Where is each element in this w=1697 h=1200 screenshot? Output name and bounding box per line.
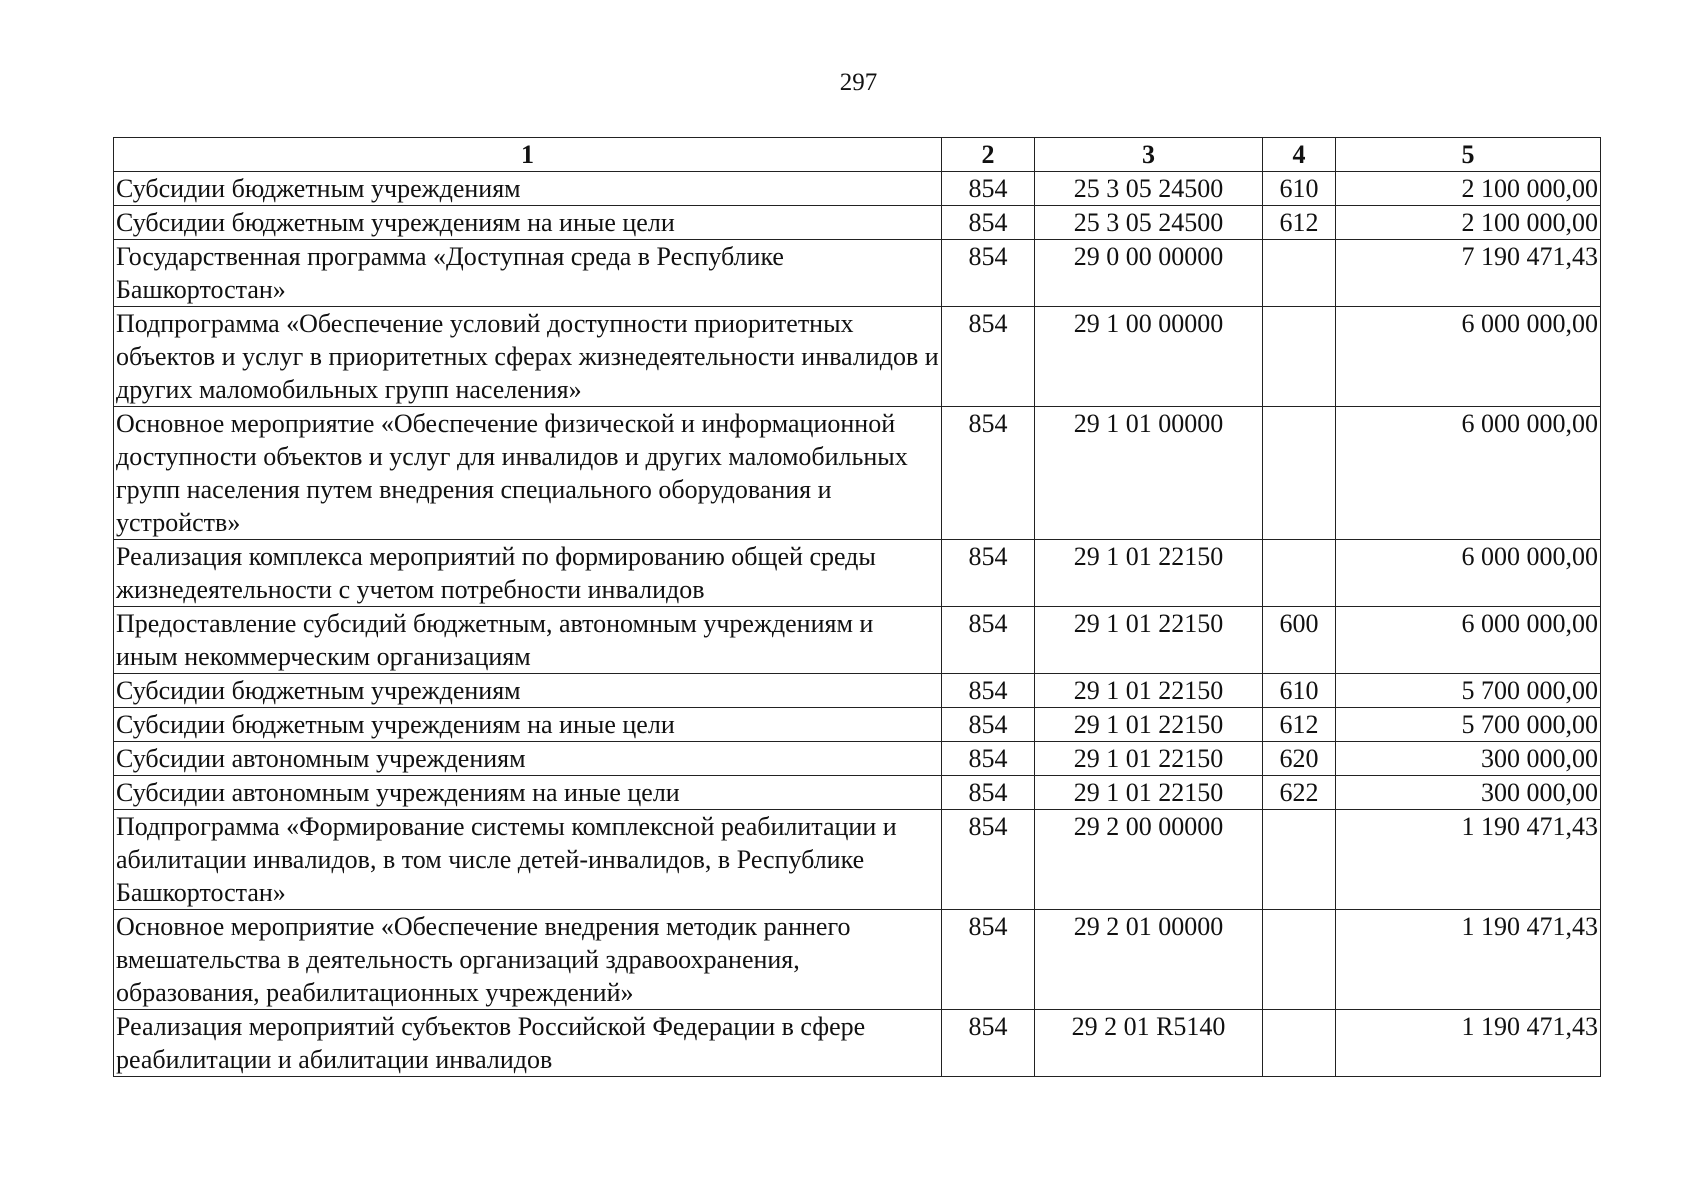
row-amount: 2 100 000,00 xyxy=(1336,172,1601,206)
row-code-4: 610 xyxy=(1263,172,1336,206)
row-code-3: 25 3 05 24500 xyxy=(1035,206,1263,240)
row-amount: 300 000,00 xyxy=(1336,776,1601,810)
row-amount: 6 000 000,00 xyxy=(1336,607,1601,674)
row-code-2: 854 xyxy=(942,240,1035,307)
row-code-2: 854 xyxy=(942,206,1035,240)
row-code-4 xyxy=(1263,540,1336,607)
row-code-2: 854 xyxy=(942,607,1035,674)
row-code-3: 29 1 01 22150 xyxy=(1035,674,1263,708)
row-code-2: 854 xyxy=(942,172,1035,206)
table-row xyxy=(114,776,1601,810)
row-name: Субсидии автономным учреждениям xyxy=(114,742,942,776)
row-code-4: 612 xyxy=(1263,206,1336,240)
row-amount: 5 700 000,00 xyxy=(1336,674,1601,708)
row-name: Предоставление субсидий бюджетным, автономным учреждениям и иным некоммерческим организациям xyxy=(114,607,942,674)
row-code-3: 29 1 01 22150 xyxy=(1035,540,1263,607)
row-name: Реализация комплекса мероприятий по формированию общей среды жизнедеятельности с учетом потребности инвалидов xyxy=(114,540,942,607)
table-row xyxy=(114,742,1601,776)
row-code-3: 29 1 01 00000 xyxy=(1035,407,1263,540)
row-name: Государственная программа «Доступная среда в Республике Башкортостан» xyxy=(114,240,942,307)
row-code-3: 29 2 01 00000 xyxy=(1035,910,1263,1010)
row-code-3: 29 1 01 22150 xyxy=(1035,776,1263,810)
row-amount: 300 000,00 xyxy=(1336,742,1601,776)
table-row xyxy=(114,172,1601,206)
row-name: Подпрограмма «Формирование системы комплексной реабилитации и абилитации инвалидов, в том числе детей-инвалидов, в Республике Башкортостан» xyxy=(114,810,942,910)
budget-table xyxy=(113,137,1601,1077)
table-row xyxy=(114,1010,1601,1077)
row-amount: 1 190 471,43 xyxy=(1336,1010,1601,1077)
row-code-2: 854 xyxy=(942,307,1035,407)
row-code-2: 854 xyxy=(942,407,1035,540)
row-amount: 5 700 000,00 xyxy=(1336,708,1601,742)
table-row xyxy=(114,910,1601,1010)
table-row xyxy=(114,540,1601,607)
row-code-3: 29 1 00 00000 xyxy=(1035,307,1263,407)
row-name: Субсидии автономным учреждениям на иные цели xyxy=(114,776,942,810)
row-code-3: 29 0 00 00000 xyxy=(1035,240,1263,307)
table-row xyxy=(114,708,1601,742)
row-code-2: 854 xyxy=(942,810,1035,910)
row-code-3: 29 2 00 00000 xyxy=(1035,810,1263,910)
row-code-4: 620 xyxy=(1263,742,1336,776)
table-row xyxy=(114,607,1601,674)
row-code-3: 29 1 01 22150 xyxy=(1035,607,1263,674)
row-name: Субсидии бюджетным учреждениям xyxy=(114,172,942,206)
row-name: Подпрограмма «Обеспечение условий доступности приоритетных объектов и услуг в приоритетных сферах жизнедеятельности инвалидов и других маломобильных групп населения» xyxy=(114,307,942,407)
column-header-4: 4 xyxy=(1263,138,1336,172)
table-row xyxy=(114,810,1601,910)
row-name: Реализация мероприятий субъектов Российской Федерации в сфере реабилитации и абилитации инвалидов xyxy=(114,1010,942,1077)
row-code-2: 854 xyxy=(942,708,1035,742)
row-code-2: 854 xyxy=(942,910,1035,1010)
row-amount: 1 190 471,43 xyxy=(1336,910,1601,1010)
page-number: 297 xyxy=(839,69,878,96)
table-row xyxy=(114,674,1601,708)
row-name: Основное мероприятие «Обеспечение физической и информационной доступности объектов и услуг для инвалидов и других маломобильных групп населения путем внедрения специального оборудования и устройств» xyxy=(114,407,942,540)
table-row xyxy=(114,206,1601,240)
row-code-2: 854 xyxy=(942,540,1035,607)
row-code-2: 854 xyxy=(942,674,1035,708)
row-code-2: 854 xyxy=(942,776,1035,810)
table-body xyxy=(114,172,1601,1077)
row-amount: 7 190 471,43 xyxy=(1336,240,1601,307)
row-amount: 6 000 000,00 xyxy=(1336,407,1601,540)
row-name: Субсидии бюджетным учреждениям на иные цели xyxy=(114,206,942,240)
row-code-4: 610 xyxy=(1263,674,1336,708)
table-row xyxy=(114,240,1601,307)
row-code-2: 854 xyxy=(942,1010,1035,1077)
column-header-2: 2 xyxy=(942,138,1035,172)
row-code-4 xyxy=(1263,910,1336,1010)
row-code-4: 600 xyxy=(1263,607,1336,674)
row-amount: 6 000 000,00 xyxy=(1336,540,1601,607)
table-row xyxy=(114,307,1601,407)
row-code-3: 25 3 05 24500 xyxy=(1035,172,1263,206)
row-name: Субсидии бюджетным учреждениям xyxy=(114,674,942,708)
row-code-4 xyxy=(1263,1010,1336,1077)
row-code-3: 29 1 01 22150 xyxy=(1035,742,1263,776)
row-amount: 1 190 471,43 xyxy=(1336,810,1601,910)
table-row xyxy=(114,407,1601,540)
row-code-4 xyxy=(1263,810,1336,910)
row-code-4 xyxy=(1263,407,1336,540)
column-header-1: 1 xyxy=(114,138,942,172)
row-code-4 xyxy=(1263,307,1336,407)
column-header-5: 5 xyxy=(1336,138,1601,172)
column-header-3: 3 xyxy=(1035,138,1263,172)
row-code-4: 622 xyxy=(1263,776,1336,810)
row-name: Основное мероприятие «Обеспечение внедрения методик раннего вмешательства в деятельность организаций здравоохранения, образования, реабилитационных учреждений» xyxy=(114,910,942,1010)
row-code-2: 854 xyxy=(942,742,1035,776)
row-code-4 xyxy=(1263,240,1336,307)
row-name: Субсидии бюджетным учреждениям на иные цели xyxy=(114,708,942,742)
row-code-4: 612 xyxy=(1263,708,1336,742)
row-amount: 6 000 000,00 xyxy=(1336,307,1601,407)
row-code-3: 29 1 01 22150 xyxy=(1035,708,1263,742)
row-amount: 2 100 000,00 xyxy=(1336,206,1601,240)
row-code-3: 29 2 01 R5140 xyxy=(1035,1010,1263,1077)
header-row xyxy=(114,138,1601,172)
